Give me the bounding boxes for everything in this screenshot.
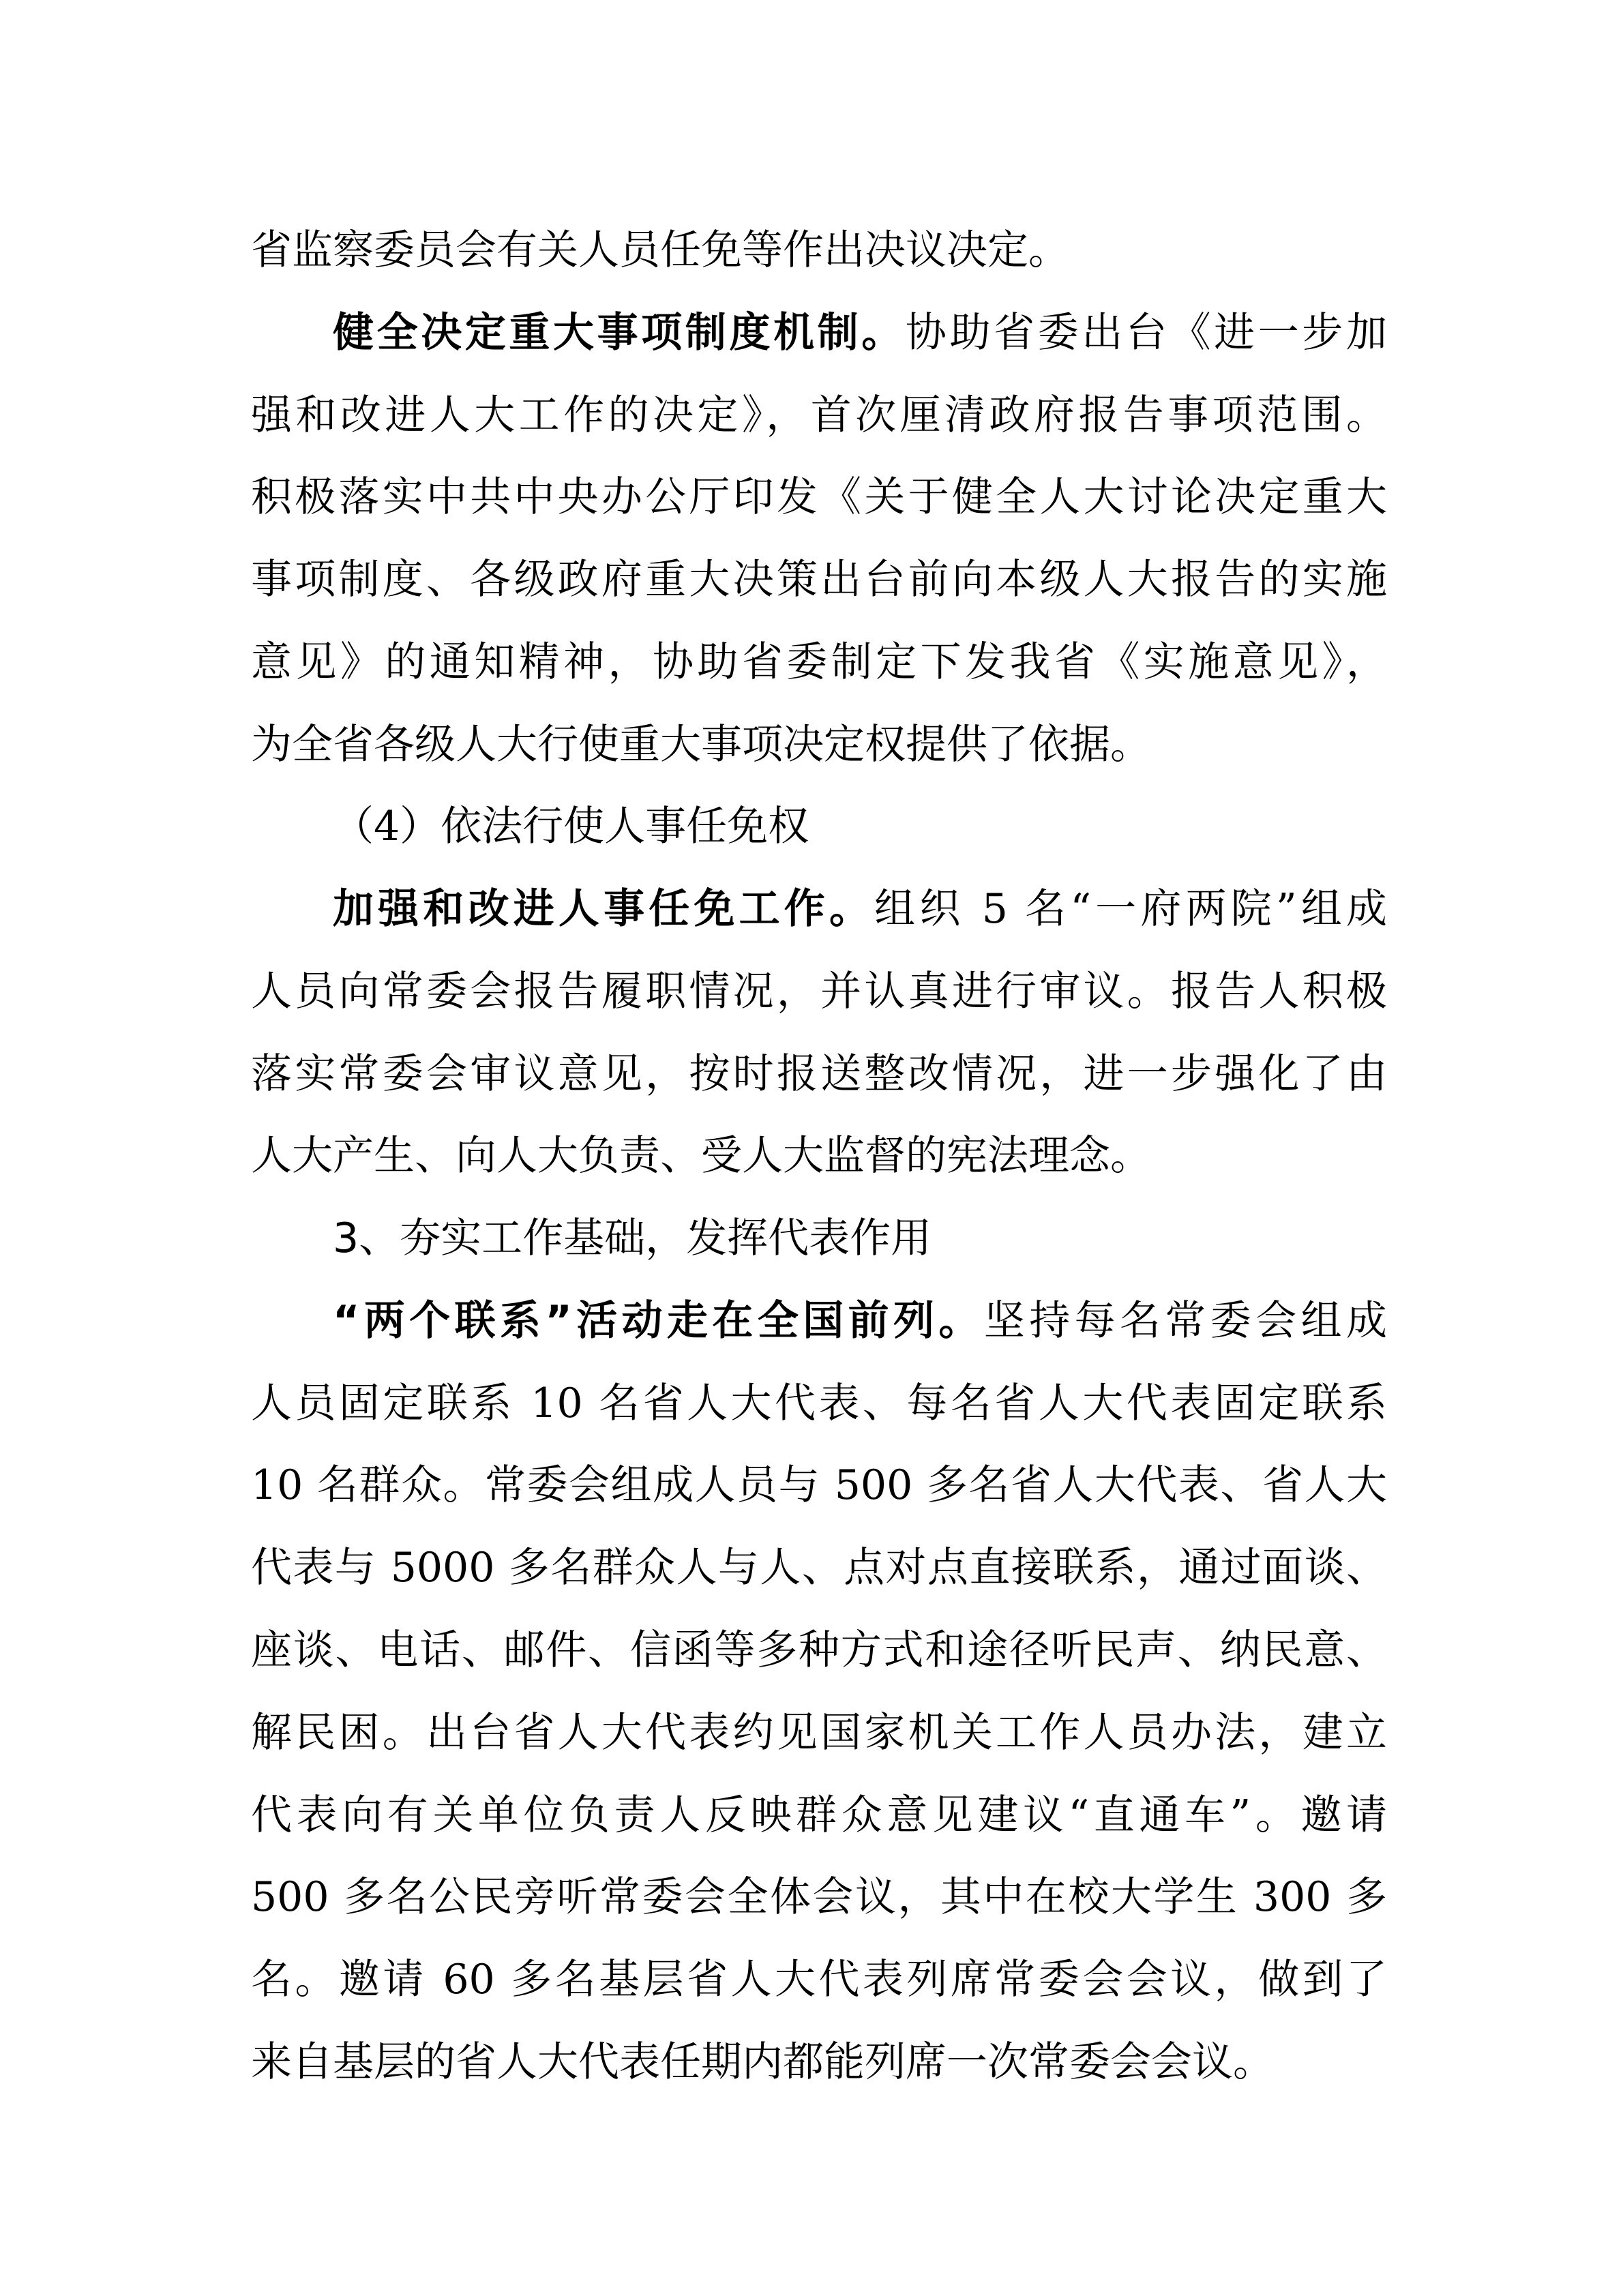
text-line: 人员向常委会报告履职情况，并认真进行审议。报告人积极 (251, 967, 1387, 1015)
text-line: 人员固定联系 10 名省人大代表、每名省人大代表固定联系 (251, 1379, 1387, 1427)
subheading-text: （4）依法行使人事任免权 (333, 803, 809, 851)
text-run: 协助省委出台《进一步加 (905, 308, 1388, 357)
text-line: 名。邀请 60 多名基层省人大代表列席常委会会议，做到了 (251, 1956, 1387, 2004)
text-line: 省监察委员会有关人员任免等作出决议决定。 (251, 226, 1069, 274)
text-line (251, 868, 1387, 951)
text-line: 落实常委会审议意见，按时报送整改情况，进一步强化了由 (251, 1049, 1387, 1098)
text-line: 座谈、电话、邮件、信函等多种方式和途径听民声、纳民意、 (251, 1626, 1387, 1675)
text-line (251, 1280, 1387, 1362)
text-line: 10 名群众。常委会组成人员与 500 多名省人大代表、省人大 (251, 1461, 1387, 1510)
section-subheading (251, 786, 1387, 868)
paragraph-two-contacts (251, 1280, 1387, 2104)
text-run: 坚持每名常委会组成 (983, 1296, 1388, 1345)
text-line: 事项制度、各级政府重大决策出台前向本级人大报告的实施 (251, 556, 1387, 604)
text-run: 组织 5 名“一府两院”组成 (874, 885, 1388, 934)
text-line: 解民困。出台省人大代表约见国家机关工作人员办法，建立 (251, 1708, 1387, 1757)
text-line: 来自基层的省人大代表任期内都能列席一次常委会会议。 (251, 2038, 1274, 2086)
heading-text: 3、夯实工作基础，发挥代表作用 (333, 1214, 932, 1263)
paragraph-lead: 健全决定重大事项制度机制。 (333, 308, 906, 357)
paragraph-lead: 加强和改进人事任免工作。 (333, 885, 875, 934)
text-line: 500 多名公民旁听常委会全体会议，其中在校大学生 300 多 (251, 1873, 1387, 1922)
text-line: 强和改进人大工作的决定》，首次厘清政府报告事项范围。 (251, 391, 1387, 439)
text-line: 人大产生、向人大负责、受人大监督的宪法理念。 (251, 1132, 1151, 1180)
document-body (251, 209, 1387, 2104)
text-line: 代表与 5000 多名群众人与人、点对点直接联系，通过面谈、 (251, 1544, 1387, 1592)
section-heading (251, 1197, 1387, 1280)
paragraph-major-matters (251, 292, 1387, 786)
paragraph-lead: “两个联系”活动走在全国前列。 (333, 1296, 984, 1345)
paragraph-continuation (251, 209, 1387, 292)
text-line: 为全省各级人大行使重大事项决定权提供了依据。 (251, 720, 1151, 769)
paragraph-appointments (251, 868, 1387, 1197)
text-line: 代表向有关单位负责人反映群众意见建议“直通车”。邀请 (251, 1791, 1387, 1839)
text-line: 意见》的通知精神，协助省委制定下发我省《实施意见》， (251, 638, 1387, 686)
text-line: 积极落实中共中央办公厅印发《关于健全人大讨论决定重大 (251, 473, 1387, 522)
text-line (251, 292, 1387, 374)
